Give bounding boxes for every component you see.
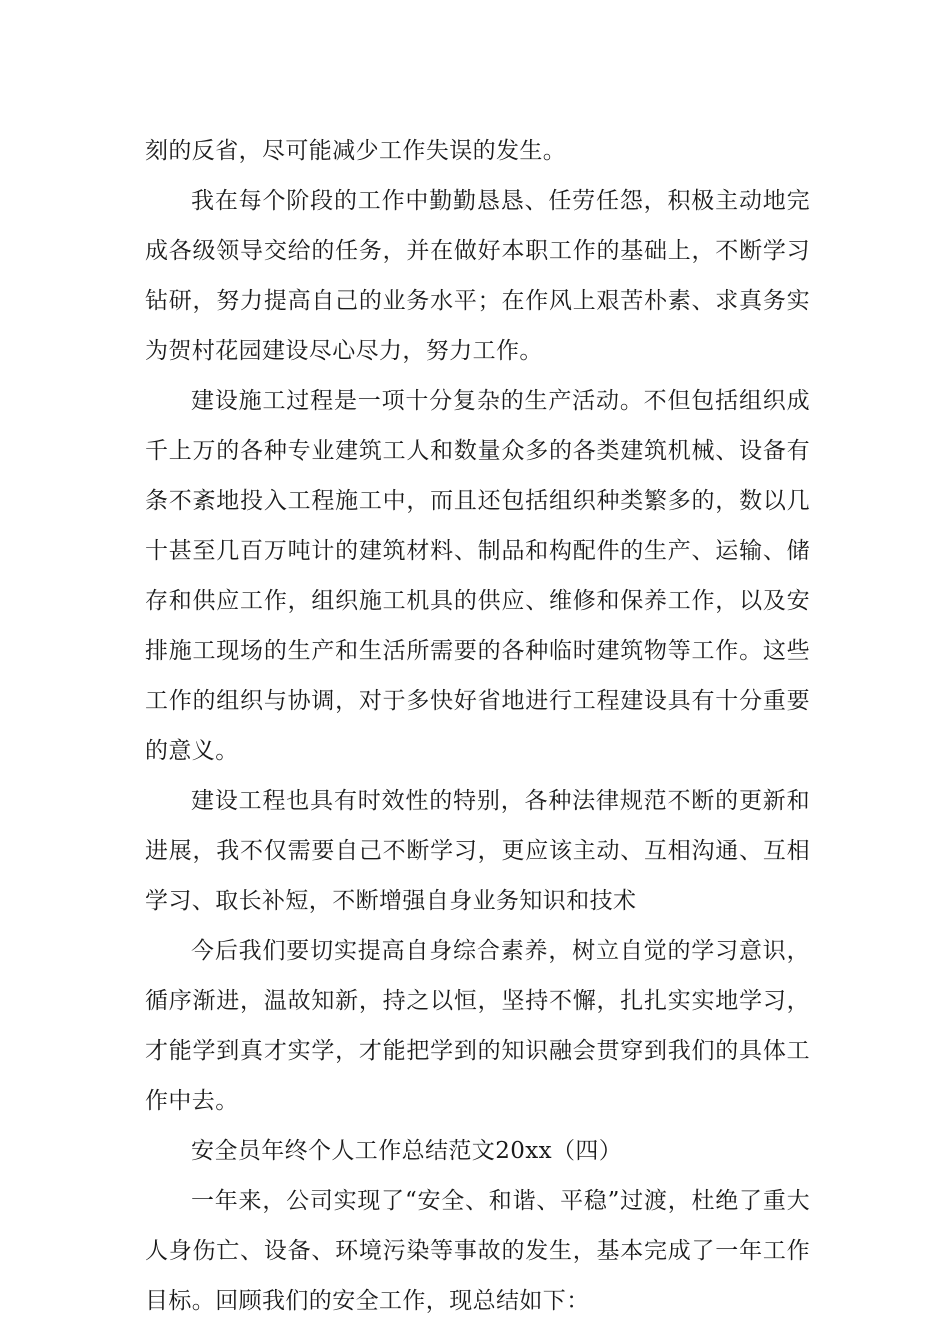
paragraph-construction-process: 建设施工过程是一项十分复杂的生产活动。不但包括组织成千上万的各种专业建筑工人和数量众多的各类建筑机械、设备有条不紊地投入工程施工中，而且还包括组织种类繁多的，数以几十甚至几百万吨计的建筑材料、制品和构配件的生产、运输、储存和供应工作，组织施工机具的供应、维修和保养工作，以及安排施工现场的生产和生活所需要的各种临时建筑物等工作。这些工作的组织与协调，对于多快好省地进行工程建设具有十分重要的意义。 [145,388,810,764]
section-heading: 安全员年终个人工作总结范文20xx（四） [191,1138,623,1164]
paragraph-continuation: 刻的反省，尽可能减少工作失误的发生。 [145,138,567,164]
paragraph-annual-review: 一年来，公司实现了“安全、和谐、平稳”过渡，杜绝了重大人身伤亡、设备、环境污染等事故的发生，基本完成了一年工作目标。回顾我们的安全工作，现总结如下： [145,1188,810,1314]
document-body [145,126,810,1326]
paragraph-future-learning: 今后我们要切实提高自身综合素养，树立自觉的学习意识，循序渐进，温故知新，持之以恒，坚持不懈，扎扎实实地学习，才能学到真才实学，才能把学到的知识融会贯穿到我们的具体工作中去。 [145,938,810,1114]
paragraph-timeliness: 建设工程也具有时效性的特别，各种法律规范不断的更新和进展，我不仅需要自己不断学习，更应该主动、互相沟通、互相学习、取长补短，不断增强自身业务知识和技术 [145,788,810,914]
paragraph-diligence: 我在每个阶段的工作中勤勤恳恳、任劳任怨，积极主动地完成各级领导交给的任务，并在做好本职工作的基础上，不断学习钻研，努力提高自己的业务水平；在作风上艰苦朴素、求真务实为贺村花园建设尽心尽力，努力工作。 [145,188,810,364]
